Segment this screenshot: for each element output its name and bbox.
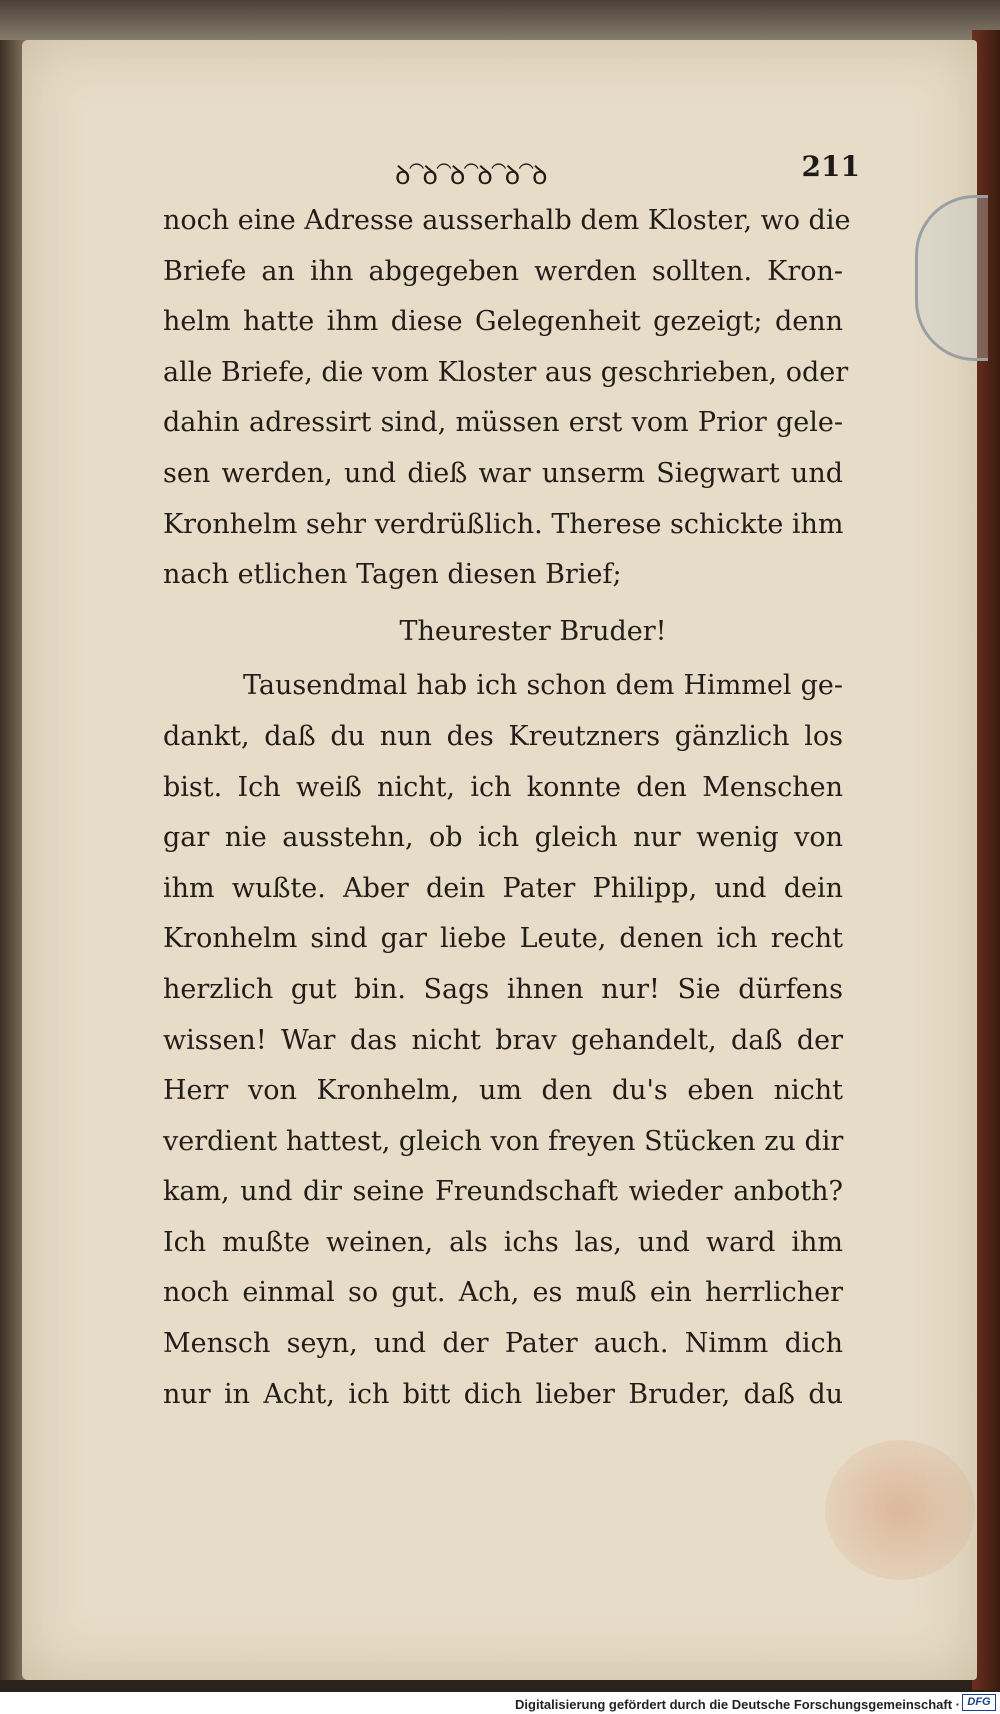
text-line: bist. Ich weiß nicht, ich konnte den Menschen xyxy=(163,771,843,803)
text-line: noch einmal so gut. Ach, es muß ein herrlicher xyxy=(163,1277,843,1309)
text-line: verdient hattest, gleich von freyen Stücken zu dir xyxy=(163,1125,844,1157)
letter-salutation: Theurester Bruder! xyxy=(399,615,667,647)
text-line: Tausendmal hab ich schon dem Himmel ge- xyxy=(243,670,843,702)
text-line: dahin adressirt sind, müssen erst vom Prior gele- xyxy=(163,407,843,439)
page-header xyxy=(160,150,860,190)
header-ornament: ꝺ⁀ꝺ⁀ꝺ⁀ꝺ⁀ꝺ⁀ꝺ xyxy=(395,161,546,191)
text-line: Kronhelm sehr verdrüßlich. Therese schickte ihm xyxy=(163,508,844,540)
text-line: nach etlichen Tagen diesen Brief; xyxy=(163,559,622,591)
dfg-logo: DFG xyxy=(962,1694,996,1711)
page-clip xyxy=(915,195,988,361)
text-line: Ich mußte weinen, als ichs las, und ward ihm xyxy=(163,1226,843,1258)
text-line: nur in Acht, ich bitt dich lieber Bruder, daß du xyxy=(163,1378,843,1410)
text-line: Briefe an ihn abgegeben werden sollten. Kron- xyxy=(163,255,843,287)
text-line: noch eine Adresse ausserhalb dem Kloster, wo die xyxy=(163,205,851,236)
text-line: helm hatte ihm diese Gelegenheit gezeigt; denn xyxy=(163,306,843,338)
book-top-edge xyxy=(0,0,1000,44)
paper-stain xyxy=(825,1440,975,1580)
text-line: Kronhelm sind gar liebe Leute, denen ich recht xyxy=(163,923,843,955)
text-line: gar nie ausstehn, ob ich gleich nur wenig von xyxy=(163,822,843,854)
text-line: Herr von Kronhelm, um den du's eben nicht xyxy=(163,1075,843,1107)
page-number: 211 xyxy=(801,150,860,183)
text-line: herzlich gut bin. Sags ihnen nur! Sie dürfens xyxy=(163,973,843,1005)
text-line: kam, und dir seine Freundschaft wieder anboth? xyxy=(163,1176,843,1208)
text-line: wissen! War das nicht brav gehandelt, daß der xyxy=(163,1024,843,1056)
text-line: alle Briefe, die vom Kloster aus geschrieben, oder xyxy=(163,356,849,388)
page-text xyxy=(163,196,851,1420)
text-line: ihm wußte. Aber dein Pater Philipp, und dein xyxy=(163,872,843,904)
text-line: sen werden, und dieß war unserm Siegwart und xyxy=(163,457,843,489)
funding-credit: Digitalisierung gefördert durch die Deutsche Forschungsgemeinschaft · xyxy=(515,1697,960,1712)
digitization-footer xyxy=(0,1692,1000,1714)
text-line: Mensch seyn, und der Pater auch. Nimm dich xyxy=(163,1328,843,1360)
text-line: dankt, daß du nun des Kreutzners gänzlich los xyxy=(163,720,843,752)
